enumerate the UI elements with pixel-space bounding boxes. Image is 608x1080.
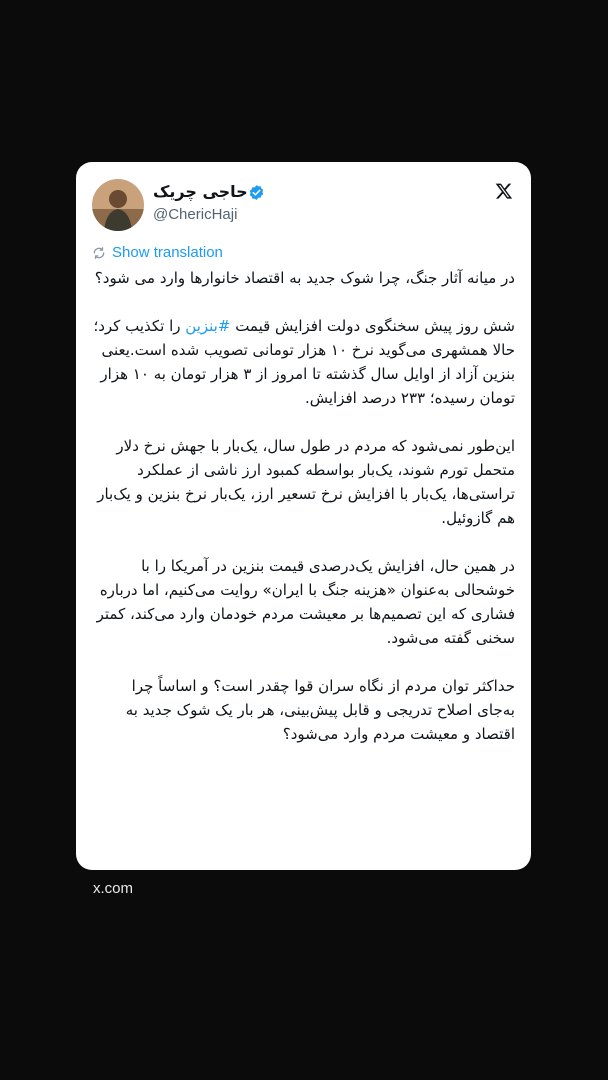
- tweet-paragraph: حداکثر توان مردم از نگاه سران قوا چقدر است؟ و اساساً چرا به‌جای اصلاح تدریجی و قابل پیش‌بینی، هر بار یک شوک جدید به اقتصاد و معیشت مردم وارد می‌شود؟: [125, 677, 515, 743]
- tweet-paragraph: شش روز پیش سخنگوی دولت افزایش قیمت #بنزین را تکذیب کرد؛ حالا همشهری می‌گوید نرخ ۱۰ هزار تومانی تصویب شده است.یعنی بنزین آزاد از اوایل سال گذشته تا امروز از ۳ هزار تومان به ۱۰ هزار تومان رسیده؛ ۲۳۳ درصد افزایش.: [93, 317, 515, 407]
- tweet-body: [92, 266, 515, 746]
- hashtag-link[interactable]: #بنزین: [185, 317, 231, 335]
- show-translation-label: Show translation: [112, 244, 223, 261]
- tweet-paragraph: این‌طور نمی‌شود که مردم در طول سال، یک‌بار با جهش نرخ دلار متحمل تورم شوند، یک‌بار بواسطه کمبود ارز ناشی از عملکرد تراستی‌ها، یک‌بار با افزایش نرخ تسعیر ارز، یک‌بار نرخ بنزین و یک‌بار هم گازوئیل.: [97, 437, 515, 527]
- tweet-paragraph: در همین حال، افزایش یک‌درصدی قیمت بنزین در آمریکا را با خوشحالی به‌عنوان «هزینه جنگ با ایران» روایت می‌کنیم، اما درباره فشاری که این تصمیم‌ها بر معیشت مردم خودمان وارد می‌کند، کمتر سخنی گفته می‌شود.: [96, 557, 515, 647]
- verified-badge-icon: [248, 184, 265, 201]
- avatar[interactable]: [92, 179, 144, 231]
- tweet-paragraph: در میانه آثار جنگ، چرا شوک جدید به اقتصاد خانوارها وارد می شود؟: [94, 269, 515, 287]
- translate-icon: [92, 246, 106, 260]
- show-translation-link[interactable]: [92, 244, 223, 261]
- tweet-card: [76, 162, 531, 870]
- source-label: x.com: [93, 880, 134, 897]
- x-logo-icon[interactable]: [495, 182, 513, 200]
- user-handle[interactable]: @ChericHaji: [153, 206, 238, 223]
- display-name[interactable]: حاجی چریک: [153, 182, 248, 201]
